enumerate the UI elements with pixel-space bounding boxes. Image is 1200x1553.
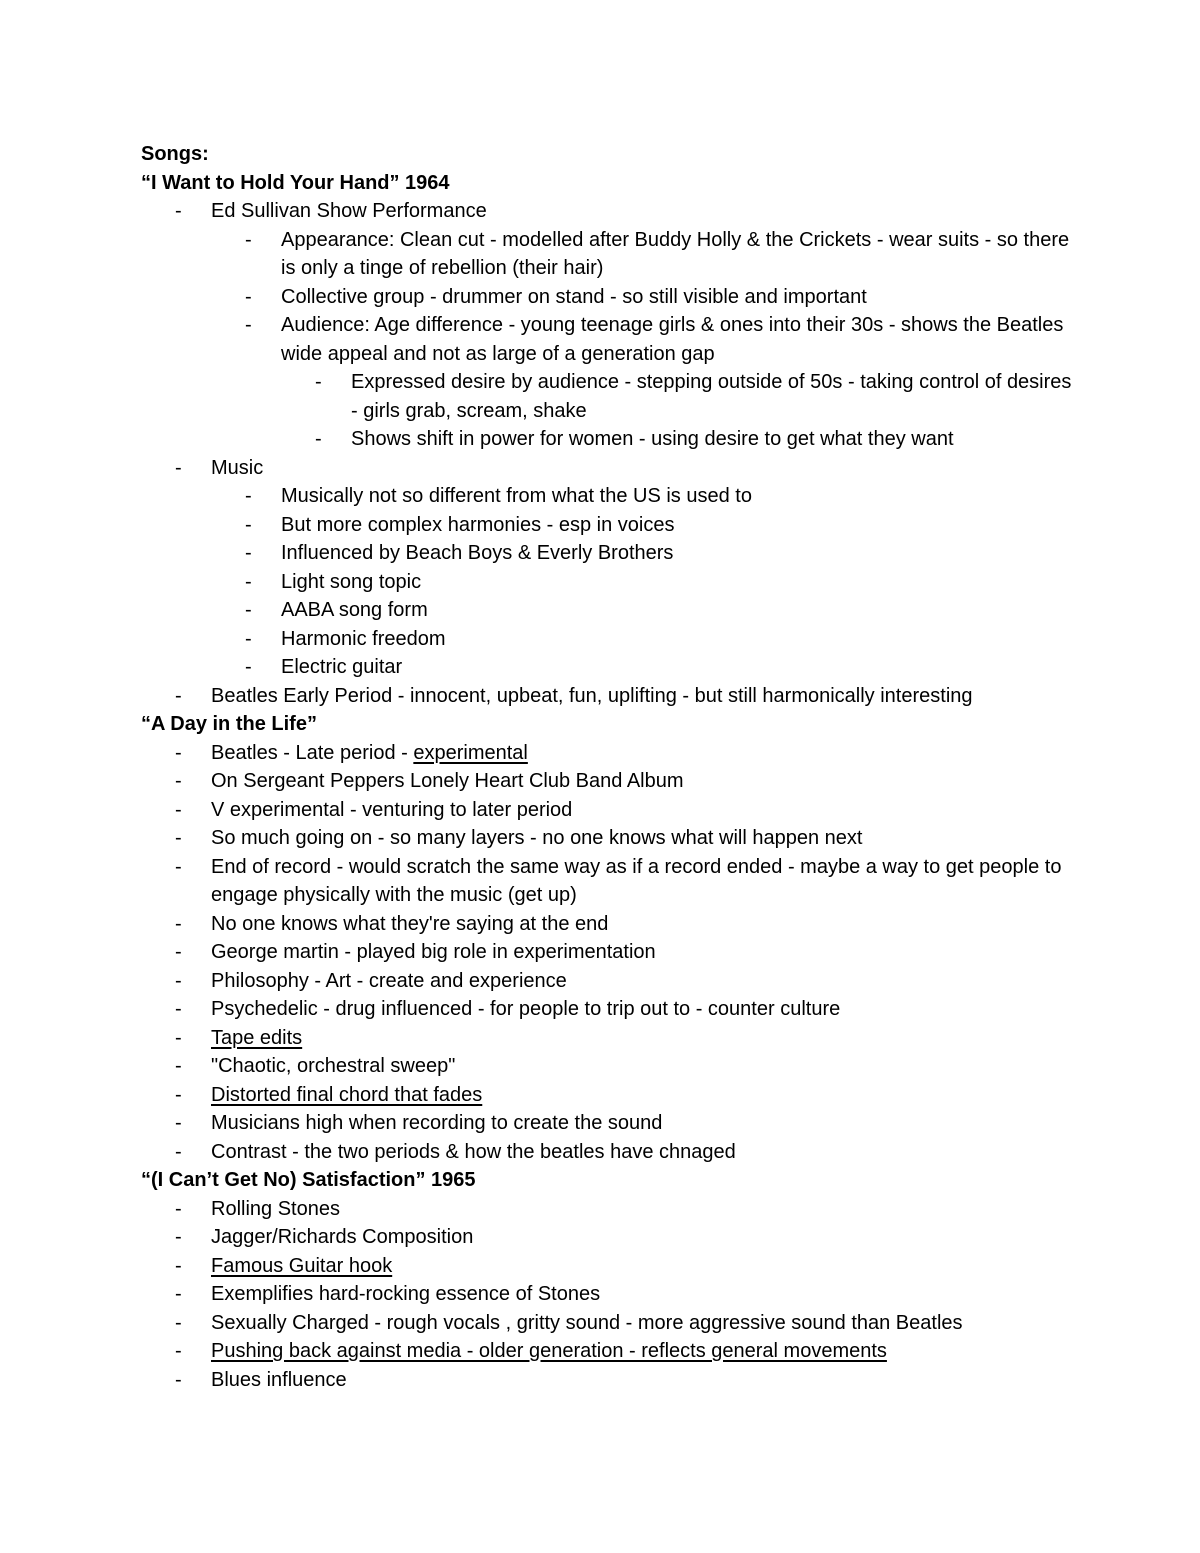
- list-item: [141, 767, 1081, 796]
- list-item-text: [211, 1138, 1081, 1167]
- list-item: [141, 995, 1081, 1024]
- item-plain-text: No one knows what they're saying at the end: [211, 912, 609, 935]
- dash-bullet: -: [315, 371, 322, 393]
- item-plain-text: Psychedelic - drug influenced - for people to trip out to - counter culture: [211, 998, 841, 1020]
- list-item: [141, 910, 1081, 939]
- underlined-text: Famous Guitar hook: [211, 1254, 393, 1277]
- list-item: [141, 796, 1081, 825]
- item-plain-text: George martin - played big role in experimentation: [211, 941, 656, 963]
- list-item: [141, 1223, 1081, 1252]
- item-plain-text: V experimental - venturing to later period: [211, 798, 573, 821]
- dash-bullet: -: [315, 428, 322, 450]
- bullet-list-level-1: [141, 197, 1081, 710]
- list-item: [141, 853, 1081, 910]
- item-plain-text: Collective group - drummer on stand - so still visible and important: [281, 285, 867, 308]
- list-item: [211, 568, 1081, 597]
- dash-bullet: -: [245, 228, 252, 251]
- dash-bullet: -: [175, 1026, 182, 1049]
- list-item-text: [281, 568, 1081, 597]
- dash-bullet: -: [245, 485, 252, 507]
- dash-bullet: -: [175, 1368, 182, 1391]
- item-plain-text: On Sergeant Peppers Lonely Heart Club Band Album: [211, 770, 684, 792]
- list-item-text: [351, 368, 1081, 425]
- list-item: [141, 1366, 1081, 1395]
- list-item: [281, 368, 1081, 425]
- dash-bullet: -: [175, 1226, 182, 1248]
- list-item: [211, 283, 1081, 312]
- bullet-list-level-1: [141, 739, 1081, 1167]
- dash-bullet: -: [245, 542, 252, 564]
- document-page: [141, 140, 1081, 1394]
- dash-bullet: -: [175, 798, 182, 821]
- dash-bullet: -: [245, 570, 252, 593]
- list-item-text: [211, 767, 1081, 796]
- item-plain-text: "Chaotic, orchestral sweep": [211, 1055, 456, 1077]
- dash-bullet: -: [245, 314, 252, 336]
- list-item: [141, 1337, 1081, 1366]
- page-title: Songs:: [141, 143, 209, 165]
- list-item: [141, 1109, 1081, 1138]
- item-plain-text: Sexually Charged - rough vocals , gritty sound - more aggressive sound than Beatles: [211, 1311, 963, 1334]
- dash-bullet: -: [175, 998, 182, 1020]
- item-plain-text: But more complex harmonies - esp in voices: [281, 513, 675, 536]
- list-item-text: [281, 311, 1081, 368]
- item-plain-text: Beatles Early Period - innocent, upbeat, fun, uplifting - but still harmonically interesting: [211, 684, 973, 707]
- list-item: [211, 482, 1081, 511]
- underlined-text: Distorted final chord that fades: [211, 1083, 483, 1106]
- dash-bullet: -: [175, 1283, 182, 1305]
- item-plain-text: Music: [211, 456, 264, 479]
- item-plain-text: Musicians high when recording to create the sound: [211, 1112, 663, 1134]
- list-item-text: [211, 853, 1081, 910]
- item-plain-text: Light song topic: [281, 570, 422, 593]
- item-plain-text: End of record - would scratch the same way as if a record ended - maybe a way to get people to engage physically with the music (get up): [211, 855, 1062, 906]
- item-plain-text: Rolling Stones: [211, 1197, 340, 1220]
- list-item: [141, 938, 1081, 967]
- item-plain-text: Harmonic freedom: [281, 627, 446, 650]
- list-item-text: [211, 1366, 1081, 1395]
- list-item: [141, 1081, 1081, 1110]
- dash-bullet: -: [175, 1311, 182, 1334]
- list-item-text: [351, 425, 1081, 454]
- dash-bullet: -: [175, 912, 182, 935]
- list-item-text: [211, 454, 1081, 483]
- list-item-text: [211, 1223, 1081, 1252]
- item-plain-text: Expressed desire by audience - stepping outside of 50s - taking control of desires - girls grab, scream, shake: [351, 371, 1072, 422]
- item-plain-text: Contrast - the two periods & how the beatles have chnaged: [211, 1140, 736, 1163]
- list-item: [211, 625, 1081, 654]
- list-item: [141, 1309, 1081, 1338]
- list-item-text: [211, 197, 1081, 226]
- bullet-list-level-2: [211, 226, 1081, 454]
- dash-bullet: -: [175, 1340, 182, 1362]
- list-item: [141, 1052, 1081, 1081]
- item-plain-text: Electric guitar: [281, 656, 403, 678]
- list-item-text: [281, 539, 1081, 568]
- list-item-text: [211, 938, 1081, 967]
- list-item: [141, 197, 1081, 454]
- item-plain-text: Jagger/Richards Composition: [211, 1226, 474, 1248]
- item-plain-text: Shows shift in power for women - using desire to get what they want: [351, 428, 954, 450]
- list-item-text: [211, 1081, 1081, 1110]
- item-plain-text: Ed Sullivan Show Performance: [211, 200, 487, 222]
- dash-bullet: -: [245, 513, 252, 536]
- dash-bullet: -: [175, 1140, 182, 1163]
- dash-bullet: -: [175, 770, 182, 792]
- list-item-text: [211, 910, 1081, 939]
- item-plain-text: Philosophy - Art - create and experience: [211, 969, 567, 992]
- dash-bullet: -: [175, 827, 182, 849]
- list-item: [141, 1024, 1081, 1053]
- list-item: [141, 1252, 1081, 1281]
- list-item-text: [211, 824, 1081, 853]
- item-plain-text: So much going on - so many layers - no one knows what will happen next: [211, 827, 863, 849]
- list-item: [211, 539, 1081, 568]
- list-item-text: [281, 482, 1081, 511]
- dash-bullet: -: [175, 941, 182, 963]
- list-item: [211, 511, 1081, 540]
- item-plain-text: Audience: Age difference - young teenage girls & ones into their 30s - shows the Beatles wide appeal and not as large of a generation gap: [281, 314, 1064, 365]
- list-item-text: [211, 1052, 1081, 1081]
- list-item-text: [281, 283, 1081, 312]
- list-item-text: [211, 739, 1081, 768]
- item-plain-text: Musically not so different from what the US is used to: [281, 485, 752, 507]
- item-plain-text: Exemplifies hard-rocking essence of Stones: [211, 1283, 601, 1305]
- list-item: [141, 739, 1081, 768]
- dash-bullet: -: [245, 656, 252, 678]
- list-item: [141, 967, 1081, 996]
- list-item: [141, 1138, 1081, 1167]
- list-item: [211, 596, 1081, 625]
- dash-bullet: -: [175, 741, 182, 764]
- item-plain-text: Appearance: Clean cut - modelled after Buddy Holly & the Crickets - wear suits - so there is only a tinge of rebellion (their hair): [281, 228, 1070, 279]
- bullet-list-level-3: [281, 368, 1081, 454]
- dash-bullet: -: [175, 855, 182, 878]
- item-plain-text: Influenced by Beach Boys & Everly Brothers: [281, 542, 674, 564]
- list-item: [141, 1280, 1081, 1309]
- dash-bullet: -: [175, 1254, 182, 1277]
- song-heading: “(I Can’t Get No) Satisfaction” 1965: [141, 1169, 476, 1191]
- list-item-text: [211, 1109, 1081, 1138]
- dash-bullet: -: [175, 1197, 182, 1220]
- song-heading: “A Day in the Life”: [141, 713, 317, 735]
- list-item-text: [281, 653, 1081, 682]
- bullet-list-level-2: [211, 482, 1081, 682]
- list-item-text: [211, 1309, 1081, 1338]
- list-item: [141, 1195, 1081, 1224]
- list-item: [141, 824, 1081, 853]
- dash-bullet: -: [175, 969, 182, 992]
- list-item-text: [281, 625, 1081, 654]
- dash-bullet: -: [245, 285, 252, 308]
- song-heading: “I Want to Hold Your Hand” 1964: [141, 171, 450, 194]
- list-item-text: [281, 596, 1081, 625]
- list-item-text: [281, 511, 1081, 540]
- list-item-text: [211, 682, 1081, 711]
- list-item-text: [211, 1280, 1081, 1309]
- list-item-text: [211, 1195, 1081, 1224]
- sections-container: [141, 169, 1081, 1395]
- list-item: [141, 454, 1081, 682]
- list-item-text: [211, 995, 1081, 1024]
- bullet-list-level-1: [141, 1195, 1081, 1395]
- dash-bullet: -: [175, 1083, 182, 1106]
- dash-bullet: -: [245, 627, 252, 650]
- list-item: [211, 311, 1081, 454]
- list-item-text: [281, 226, 1081, 283]
- underlined-text: experimental: [413, 741, 528, 764]
- list-item-text: [211, 967, 1081, 996]
- dash-bullet: -: [245, 599, 252, 621]
- item-plain-text: Blues influence: [211, 1368, 347, 1391]
- dash-bullet: -: [175, 684, 182, 707]
- underlined-text: Tape edits: [211, 1026, 303, 1049]
- list-item: [211, 653, 1081, 682]
- list-item: [141, 682, 1081, 711]
- dash-bullet: -: [175, 200, 182, 222]
- list-item-text: [211, 1252, 1081, 1281]
- list-item-text: [211, 1337, 1081, 1366]
- item-plain-text: AABA song form: [281, 599, 428, 621]
- dash-bullet: -: [175, 456, 182, 479]
- dash-bullet: -: [175, 1055, 182, 1077]
- list-item-text: [211, 796, 1081, 825]
- list-item: [281, 425, 1081, 454]
- list-item-text: [211, 1024, 1081, 1053]
- item-plain-text: Beatles - Late period -: [211, 741, 414, 764]
- underlined-text: Pushing back against media - older generation - reflects general movements: [211, 1340, 887, 1362]
- list-item: [211, 226, 1081, 283]
- dash-bullet: -: [175, 1112, 182, 1134]
